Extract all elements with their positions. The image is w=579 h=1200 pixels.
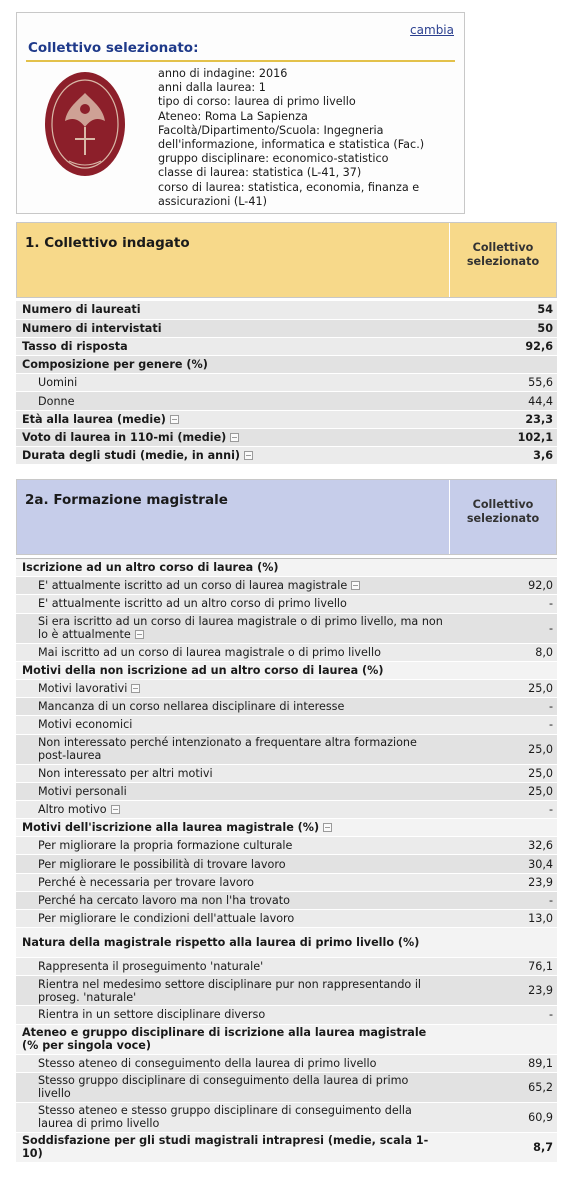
row-label [16, 698, 450, 716]
table-row [16, 428, 557, 446]
row-label-text: E' attualmente iscritto ad un corso di laurea magistrale [38, 579, 348, 593]
row-label [16, 958, 450, 976]
section2-title: 2a. Formazione magistrale [17, 480, 449, 554]
row-label-text: Composizione per genere (%) [22, 358, 208, 372]
info-line: corso di laurea: statistica, economia, finanza e [158, 180, 420, 194]
row-label [16, 392, 450, 410]
row-label-text: Per migliorare la propria formazione culturale [38, 839, 293, 853]
table-row [16, 337, 557, 355]
row-value: 102,1 [450, 428, 557, 446]
section1-table [16, 301, 557, 465]
row-label [16, 734, 450, 764]
row-label-text: Non interessato perché intenzionato a frequentare altra formazione post-laurea [38, 736, 417, 762]
row-label-text: Durata degli studi (medie, in anni) [22, 449, 241, 463]
row-value: 44,4 [450, 392, 557, 410]
info-icon[interactable] [323, 823, 332, 832]
selected-collective-title: Collettivo selezionato: [28, 40, 199, 56]
table-row [16, 698, 557, 716]
row-value [450, 356, 557, 374]
row-value: 3,6 [450, 447, 557, 465]
table-row [16, 447, 557, 465]
row-label-text: Ateneo e gruppo disciplinare di iscrizione alla laurea magistrale (% per singola voce) [22, 1026, 427, 1053]
row-label [16, 764, 450, 782]
row-label-text: Altro motivo [38, 802, 107, 816]
table-row [16, 800, 557, 818]
row-label [16, 595, 450, 613]
section1-title: 1. Collettivo indagato [17, 223, 449, 297]
row-value: - [450, 716, 557, 734]
row-value [450, 928, 557, 958]
info-line: Ateneo: Roma La Sapienza [158, 109, 308, 123]
row-label [16, 410, 450, 428]
table-row [16, 855, 557, 873]
section2-table [16, 558, 557, 1163]
info-icon[interactable] [170, 415, 179, 424]
row-label-text: Perché ha cercato lavoro ma non l'ha trovato [38, 893, 291, 907]
row-label [16, 819, 450, 837]
row-value: - [450, 595, 557, 613]
table-row [16, 410, 557, 428]
info-line: assicurazioni (L-41) [158, 194, 267, 208]
row-label [16, 319, 450, 337]
row-label-text: Stesso ateneo e stesso gruppo disciplinare di conseguimento della laurea di primo livello [38, 1104, 412, 1131]
row-label [16, 643, 450, 661]
row-label [16, 337, 450, 355]
row-label-text: Motivi della non iscrizione ad un altro corso di laurea (%) [22, 663, 384, 677]
row-label [16, 837, 450, 855]
info-line: Facoltà/Dipartimento/Scuola: Ingegneria [158, 123, 384, 137]
row-value: 60,9 [450, 1102, 557, 1132]
university-seal-logo [43, 69, 127, 179]
table-row [16, 1024, 557, 1054]
row-label-text: Si era iscritto ad un corso di laurea magistrale o di primo livello, ma non lo è attualmente [38, 615, 443, 642]
row-label-text: Numero di laureati [22, 303, 141, 317]
row-label-text: Soddisfazione per gli studi magistrali intrapresi (medie, scala 1-10) [22, 1134, 429, 1161]
info-icon[interactable] [135, 630, 144, 639]
row-label [16, 301, 450, 319]
table-row [16, 392, 557, 410]
row-value: 8,7 [450, 1132, 557, 1162]
table-row [16, 958, 557, 976]
row-label-text: Mai iscritto ad un corso di laurea magistrale o di primo livello [38, 645, 381, 659]
collective-info [158, 67, 424, 209]
row-label [16, 613, 450, 643]
row-label-text: Per migliorare le possibilità di trovare lavoro [38, 857, 286, 871]
title-underline [26, 60, 455, 62]
row-label [16, 910, 450, 928]
row-label [16, 928, 450, 958]
row-value: 54 [450, 301, 557, 319]
table-row [16, 577, 557, 595]
row-label [16, 447, 450, 465]
row-label [16, 1132, 450, 1162]
row-label-text: Tasso di risposta [22, 339, 128, 353]
table-row [16, 301, 557, 319]
table-row [16, 613, 557, 643]
row-value: 32,6 [450, 837, 557, 855]
row-label-text: Stesso ateneo di conseguimento della laurea di primo livello [38, 1056, 377, 1070]
row-value: - [450, 891, 557, 909]
section2-header [16, 479, 557, 555]
row-label [16, 1102, 450, 1132]
row-label [16, 873, 450, 891]
row-label-text: Motivi dell'iscrizione alla laurea magistrale (%) [22, 821, 320, 835]
row-value: 50 [450, 319, 557, 337]
row-value: 55,6 [450, 374, 557, 392]
row-label [16, 1006, 450, 1024]
info-icon[interactable] [351, 581, 360, 590]
row-value: - [450, 613, 557, 643]
table-row [16, 764, 557, 782]
row-label [16, 356, 450, 374]
row-label [16, 976, 450, 1006]
info-line: gruppo disciplinare: economico-statistico [158, 152, 389, 166]
row-value: 25,0 [450, 764, 557, 782]
row-label-text: Numero di intervistati [22, 321, 162, 335]
table-row [16, 661, 557, 679]
row-label-text: Rientra in un settore disciplinare diverso [38, 1008, 266, 1022]
row-label [16, 577, 450, 595]
row-value: - [450, 800, 557, 818]
row-label-text: Stesso gruppo disciplinare di conseguimento della laurea di primo livello [38, 1074, 409, 1101]
row-label-text: Età alla laurea (medie) [22, 412, 166, 426]
row-label [16, 855, 450, 873]
row-label [16, 428, 450, 446]
info-icon[interactable] [244, 451, 253, 460]
table-row [16, 1132, 557, 1162]
row-label [16, 559, 450, 577]
row-value: - [450, 1006, 557, 1024]
row-label-text: Natura della magistrale rispetto alla laurea di primo livello (%) [22, 936, 420, 950]
table-row [16, 1072, 557, 1102]
row-label-text: Rappresenta il proseguimento 'naturale' [38, 960, 264, 974]
table-row [16, 891, 557, 909]
row-value: 25,0 [450, 782, 557, 800]
row-label-text: Rientra nel medesimo settore disciplinare pur non rappresentando il proseg. 'naturale' [38, 977, 422, 1004]
table-row [16, 928, 557, 958]
table-row [16, 559, 557, 577]
row-label [16, 800, 450, 818]
table-row [16, 374, 557, 392]
row-label [16, 374, 450, 392]
row-label [16, 782, 450, 800]
selected-collective-box [16, 12, 465, 214]
row-value: 92,0 [450, 577, 557, 595]
info-line: anno di indagine: 2016 [158, 67, 288, 80]
row-value: 13,0 [450, 910, 557, 928]
section2-column-header: Collettivo selezionato [449, 480, 556, 554]
section1-header [16, 222, 557, 298]
row-label [16, 661, 450, 679]
row-label-text: Iscrizione ad un altro corso di laurea (%) [22, 561, 279, 575]
table-row [16, 1054, 557, 1072]
table-row [16, 643, 557, 661]
table-row [16, 356, 557, 374]
table-row [16, 716, 557, 734]
info-icon[interactable] [111, 805, 120, 814]
info-line: dell'informazione, informatica e statistica (Fac.) [158, 138, 425, 152]
info-line: tipo di corso: laurea di primo livello [158, 95, 356, 109]
info-icon[interactable] [230, 433, 239, 442]
table-row [16, 1102, 557, 1132]
row-label-text: Per migliorare le condizioni dell'attuale lavoro [38, 912, 295, 926]
row-value [450, 819, 557, 837]
table-row [16, 734, 557, 764]
table-row [16, 910, 557, 928]
row-value: 65,2 [450, 1072, 557, 1102]
row-value: 25,0 [450, 734, 557, 764]
section1-column-header: Collettivo selezionato [449, 223, 556, 297]
row-label-text: Motivi economici [38, 718, 133, 732]
row-value [450, 661, 557, 679]
row-value: 23,9 [450, 976, 557, 1006]
row-label-text: Non interessato per altri motivi [38, 766, 213, 780]
row-label-text: Motivi lavorativi [38, 682, 128, 696]
change-link[interactable]: cambia [410, 23, 454, 37]
table-row [16, 873, 557, 891]
row-label-text: Motivi personali [38, 784, 127, 798]
row-label-text: Mancanza di un corso nellarea disciplinare di interesse [38, 700, 345, 714]
table-row [16, 1006, 557, 1024]
row-value [450, 559, 557, 577]
table-row [16, 819, 557, 837]
info-line: classe di laurea: statistica (L-41, 37) [158, 166, 362, 180]
row-label-text: E' attualmente iscritto ad un altro corso di primo livello [38, 597, 347, 611]
row-value: - [450, 698, 557, 716]
row-value: 30,4 [450, 855, 557, 873]
row-label-text: Voto di laurea in 110-mi (medie) [22, 430, 227, 444]
table-row [16, 319, 557, 337]
table-row [16, 782, 557, 800]
row-label [16, 679, 450, 697]
row-value [450, 1024, 557, 1054]
row-value: 23,3 [450, 410, 557, 428]
row-label [16, 716, 450, 734]
info-icon[interactable] [131, 684, 140, 693]
table-row [16, 976, 557, 1006]
row-label [16, 891, 450, 909]
row-value: 89,1 [450, 1054, 557, 1072]
row-value: 92,6 [450, 337, 557, 355]
table-row [16, 595, 557, 613]
info-line: anni dalla laurea: 1 [158, 81, 266, 95]
row-label-text: Perché è necessaria per trovare lavoro [38, 875, 254, 889]
row-label-text: Donne [38, 394, 75, 408]
row-value: 25,0 [450, 679, 557, 697]
row-label [16, 1072, 450, 1102]
row-label-text: Uomini [38, 376, 78, 390]
row-label [16, 1024, 450, 1054]
table-row [16, 679, 557, 697]
table-row [16, 837, 557, 855]
row-value: 76,1 [450, 958, 557, 976]
row-label [16, 1054, 450, 1072]
row-value: 23,9 [450, 873, 557, 891]
row-value: 8,0 [450, 643, 557, 661]
